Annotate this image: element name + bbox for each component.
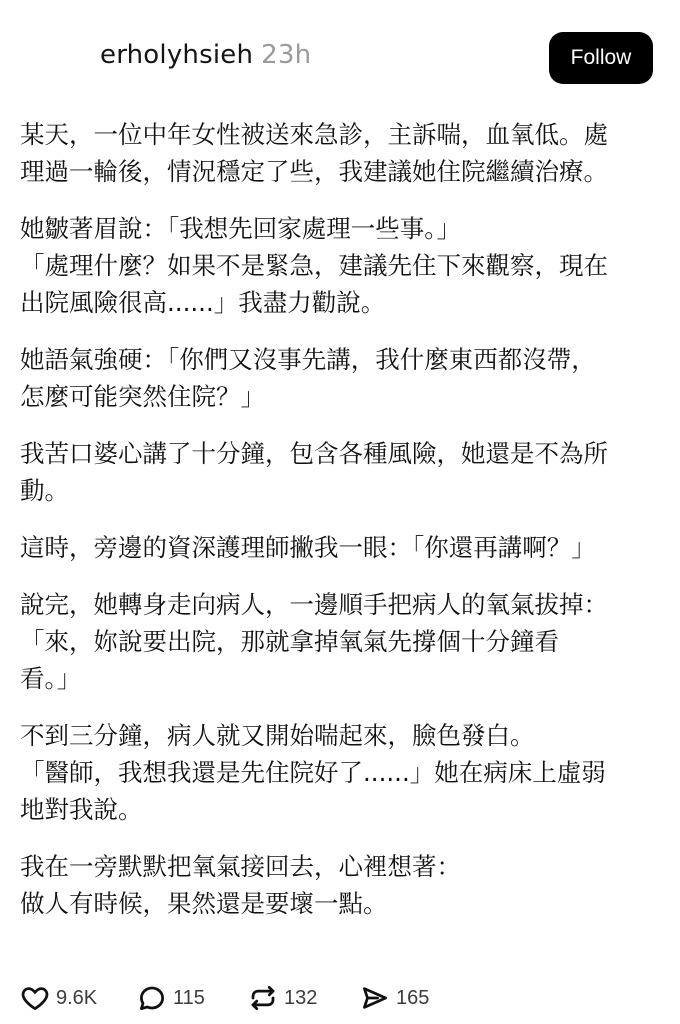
post-body bbox=[20, 116, 640, 942]
text-line: 做人有時候，果然還是要壞一點。 bbox=[20, 889, 388, 918]
post-paragraph bbox=[20, 848, 640, 922]
post-paragraph bbox=[20, 210, 640, 321]
post-paragraph bbox=[20, 586, 640, 697]
text-line: 不到三分鐘，病人就又開始喘起來，臉色發白。 bbox=[20, 721, 535, 750]
post-time: 23h bbox=[261, 40, 312, 70]
text-line: 理過一輪後，情況穩定了些，我建議她住院繼續治療。 bbox=[20, 157, 608, 186]
post-paragraph bbox=[20, 435, 640, 509]
post-header bbox=[0, 0, 680, 110]
post-paragraph bbox=[20, 717, 640, 828]
comment-icon bbox=[137, 983, 167, 1013]
username[interactable]: erholyhsieh bbox=[100, 40, 254, 70]
text-line: 「醫師，我想我還是先住院好了......」她在病床上虛弱 bbox=[20, 758, 606, 787]
like-count: 9.6K bbox=[56, 986, 98, 1009]
text-line: 她語氣強硬：「你們又沒事先講，我什麼東西都沒帶， bbox=[20, 345, 596, 374]
text-line: 我苦口婆心講了十分鐘，包含各種風險，她還是不為所 bbox=[20, 439, 608, 468]
like-button[interactable] bbox=[20, 980, 97, 1016]
text-line: 說完，她轉身走向病人，一邊順手把病人的氧氣拔掉： bbox=[20, 590, 608, 619]
post-author bbox=[100, 40, 311, 70]
text-line: 「來，妳說要出院，那就拿掉氧氣先撐個十分鐘看 bbox=[20, 627, 559, 656]
repost-button[interactable] bbox=[248, 980, 317, 1016]
post-paragraph bbox=[20, 341, 640, 415]
text-line: 她皺著眉說：「我想先回家處理一些事。」 bbox=[20, 214, 461, 243]
reply-count: 115 bbox=[173, 986, 205, 1009]
repost-icon bbox=[248, 983, 278, 1013]
text-line: 我在一旁默默把氧氣接回去，心裡想著： bbox=[20, 852, 461, 881]
text-line: 這時，旁邊的資深護理師撇我一眼：「你還再講啊？」 bbox=[20, 533, 596, 562]
text-line: 「處理什麼？如果不是緊急，建議先住下來觀察，現在 bbox=[20, 251, 608, 280]
text-line: 某天，一位中年女性被送來急診，主訴喘，血氧低。處 bbox=[20, 120, 608, 149]
share-icon bbox=[360, 983, 390, 1013]
post-paragraph bbox=[20, 116, 640, 190]
post-actions bbox=[0, 976, 680, 1020]
heart-icon bbox=[20, 983, 50, 1013]
text-line: 出院風險很高......」我盡力勸說。 bbox=[20, 288, 386, 317]
post-paragraph bbox=[20, 529, 640, 566]
text-line: 動。 bbox=[20, 476, 69, 505]
follow-button[interactable]: Follow bbox=[549, 32, 653, 84]
share-button[interactable] bbox=[360, 980, 429, 1016]
text-line: 看。」 bbox=[20, 664, 82, 693]
text-line: 地對我說。 bbox=[20, 795, 143, 824]
reply-button[interactable] bbox=[137, 980, 205, 1016]
share-count: 165 bbox=[396, 986, 430, 1009]
text-line: 怎麼可能突然住院？」 bbox=[20, 382, 265, 411]
repost-count: 132 bbox=[284, 986, 318, 1009]
